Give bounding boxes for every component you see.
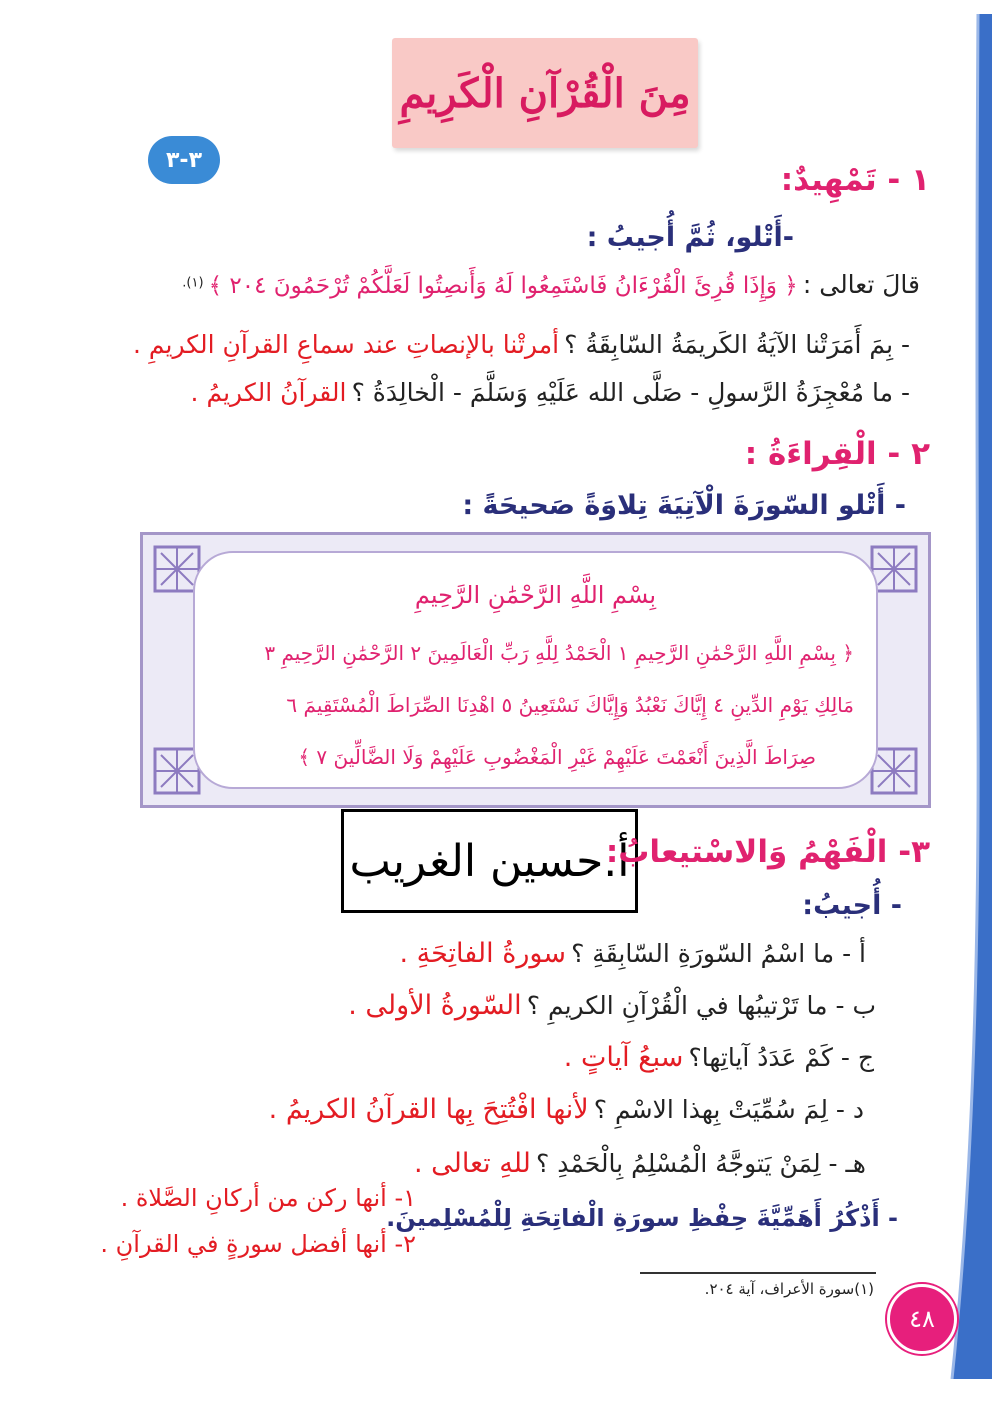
surah-line-1: ﴿ بِسْمِ اللَّهِ الرَّحْمَٰنِ الرَّحِيمِ ١ الْحَمْدُ لِلَّهِ رَبِّ الْعَالَمِينَ ٢ الرَّحْمَٰنِ الرَّحِيمِ ٣ xyxy=(264,641,854,665)
section1-instruction: -أَتْلو، ثُمَّ أُجيبُ : xyxy=(586,222,794,253)
title-banner xyxy=(392,38,698,148)
footnote-rule xyxy=(640,1272,876,1274)
author-name-box xyxy=(341,809,638,913)
surah-line-2: مَالِكِ يَوْمِ الدِّينِ ٤ إِيَّاكَ نَعْبُدُ وَإِيَّاكَ نَسْتَعِينُ ٥ اهْدِنَا الصِّرَاطَ الْمُسْتَقِيمَ ٦ xyxy=(286,693,854,717)
verse-prefix: قالَ تعالى : xyxy=(802,270,920,299)
qa-item-c xyxy=(564,1042,874,1073)
basmala: بِسْمِ اللَّهِ الرَّحْمَٰنِ الرَّحِيمِ xyxy=(414,581,657,609)
qa-answer: سورةُ الفاتِحَةِ . xyxy=(399,938,566,969)
qa-question: أ - ما اسْمُ السّورَةِ السّابِقَةِ ؟ xyxy=(571,939,866,968)
qa-item-b xyxy=(348,990,876,1021)
qa-question: ب - ما تَرْتيبُها في الْقُرْآنِ الكريمِ ؟ xyxy=(526,991,876,1020)
qa-answer: السّورةُ الأولى . xyxy=(348,990,522,1021)
verse-line xyxy=(182,270,920,299)
qa-item-a xyxy=(399,938,866,969)
answer-2: القرآنُ الكريمُ . xyxy=(190,378,347,407)
section3-instruction: - أُجيبُ: xyxy=(802,890,902,921)
verse-text: ﴿ وَإِذَا قُرِئَ الْقُرْءَانُ فَاسْتَمِعُوا لَهُ وَأَنصِتُوا لَعَلَّكُمْ تُرْحَمُونَ ٢٠٤ ﴾ xyxy=(208,273,798,299)
page-edge-decoration xyxy=(950,14,992,1379)
qa-item-e xyxy=(414,1148,866,1179)
question-1 xyxy=(133,330,910,359)
surah-panel xyxy=(193,551,878,789)
qa-answer: سبعُ آياتٍ . xyxy=(563,1042,684,1073)
section1-heading: ١ - تَمْهِيدٌ: xyxy=(780,162,930,198)
question-2-text: - ما مُعْجِزَةُ الرَّسولِ - صَلَّى الله عَلَيْهِ وَسَلَّمَ - الْخالِدَةُ ؟ xyxy=(351,378,910,407)
footnote: (١)سورة الأعراف، آية ٢٠٤. xyxy=(704,1280,874,1298)
importance-answer-1: ١- أنها ركن من أركانِ الصَّلاة . xyxy=(120,1184,416,1212)
surah-frame xyxy=(140,532,931,808)
section2-heading: ٢ - الْقِراءَةُ : xyxy=(744,436,930,472)
surah-line-3: صِرَاطَ الَّذِينَ أَنْعَمْتَ عَلَيْهِمْ غَيْرِ الْمَغْضُوبِ عَلَيْهِمْ وَلَا الضَّالِّينَ ٧ ﴾ xyxy=(298,745,816,769)
qa-question: د - لِمَ سُمِّيَتْ بِهذا الاسْمِ ؟ xyxy=(593,1095,864,1124)
importance-question: - أَذْكُرُ أَهَمِّيَّةَ حِفْظِ سورَةِ الْفاتِحَةِ لِلْمُسْلِمينَ. xyxy=(386,1204,898,1232)
importance-answer-2: ٢- أنها أفضل سورةٍ في القرآنِ . xyxy=(100,1230,416,1258)
qa-question: ج - كَمْ عَدَدُ آياتِها؟ xyxy=(688,1043,874,1072)
section2-instruction: - أَتْلو السّورَةَ الْآتِيَةَ تِلاوَةً صَحيحَةً : xyxy=(462,490,906,521)
qa-answer: للهِ تعالى . xyxy=(414,1148,531,1179)
page-number: ٤٨ xyxy=(887,1284,957,1354)
section3-heading: ٣- الْفَهْمُ وَالاسْتيعابُ: xyxy=(605,834,930,870)
question-2 xyxy=(191,378,910,407)
qa-answer: لأنها افْتُتِحَ بِها القرآنُ الكريمُ . xyxy=(268,1094,589,1125)
lesson-badge: ٣-٣ xyxy=(148,136,220,184)
qa-item-d xyxy=(269,1094,864,1125)
answer-1: أمرتْنا بالإنصاتِ عند سماعِ القرآنِ الكريمِ . xyxy=(132,330,560,359)
author-name: أ.حسين الغريب xyxy=(349,835,630,887)
page-title: مِنَ الْقُرْآنِ الْكَرِيمِ xyxy=(399,69,691,117)
question-1-text: - بِمَ أَمَرَتْنا الآيَةُ الكَريمَةُ السّابِقَةُ ؟ xyxy=(564,330,910,359)
qa-question: هـ - لِمَنْ يَتوجَّهُ الْمُسْلِمُ بِالْحَمْدِ ؟ xyxy=(536,1149,866,1178)
verse-footnote-mark: (١). xyxy=(182,275,204,291)
